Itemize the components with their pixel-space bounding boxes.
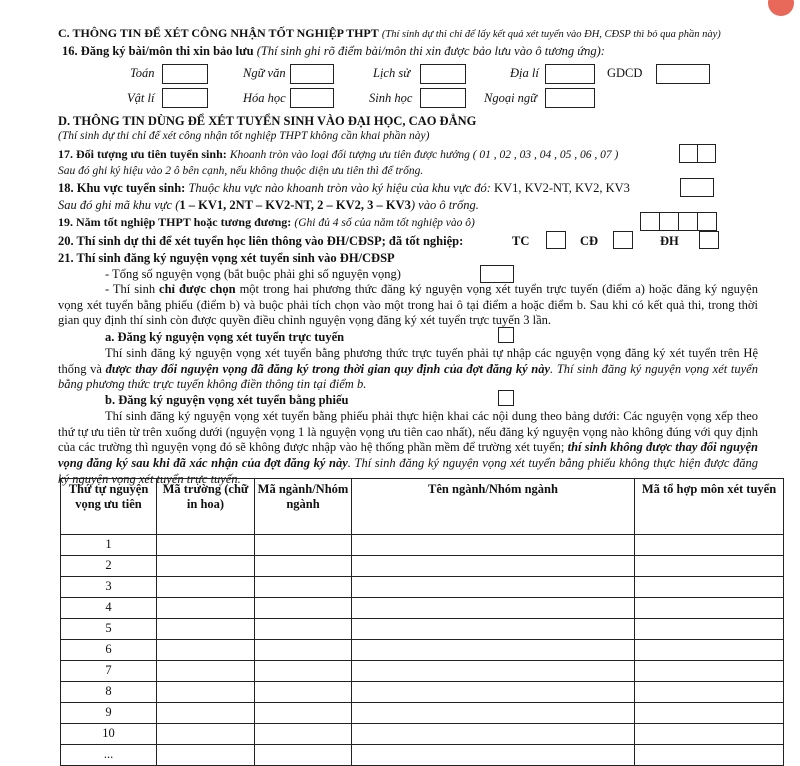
item17-note: Khoanh tròn vào loại đối tượng ưu tiên được hưởng ( 01 , 02 , 03 , 04 , 05 , 06 , 07 )	[229, 149, 619, 161]
table-row	[61, 640, 784, 661]
cell-subject-combo[interactable]	[635, 640, 784, 661]
item18-title: 18. Khu vực tuyển sinh:	[58, 181, 186, 195]
table-header-row	[61, 479, 784, 535]
paper-method-checkbox[interactable]	[498, 390, 514, 406]
item20-tc-label: TC	[512, 234, 530, 248]
dh-checkbox[interactable]	[699, 231, 719, 249]
row-number: 7	[61, 661, 157, 682]
row-number: 2	[61, 556, 157, 577]
header-major-name: Tên ngành/Nhóm ngành	[352, 479, 635, 535]
cell-major-code[interactable]	[255, 661, 352, 682]
subject-label-hoa-hoc: Hóa học	[243, 91, 286, 105]
row-number: 3	[61, 577, 157, 598]
region-code-box[interactable]	[680, 178, 714, 197]
cell-major-code[interactable]	[255, 619, 352, 640]
section-c-title: C. THÔNG TIN ĐỂ XÉT CÔNG NHẬN TỐT NGHIỆP THPT	[58, 26, 379, 40]
section-d-title: D. THÔNG TIN DÙNG ĐỂ XÉT TUYỂN SINH VÀO ĐẠI HỌC, CAO ĐẲNG	[58, 114, 477, 128]
year-box-1[interactable]	[640, 212, 660, 231]
cd-checkbox[interactable]	[613, 231, 633, 249]
header-subject-combo: Mã tổ hợp môn xét tuyển	[635, 479, 784, 535]
table-row	[61, 661, 784, 682]
item18-heading	[58, 181, 630, 197]
cell-school-code[interactable]	[157, 598, 255, 619]
cell-major-name[interactable]	[352, 682, 635, 703]
row-number: 10	[61, 724, 157, 745]
subject-box-ngu-van[interactable]	[290, 64, 334, 84]
table-row	[61, 745, 784, 766]
cell-subject-combo[interactable]	[635, 598, 784, 619]
option-a-p1: Thí sinh đăng ký nguyện vọng xét tuyển bằng phương thức trực tuyến phải tự nhập các nguyện vọng đăng ký xét tuyển trên Hệ thống và	[58, 346, 758, 376]
subject-box-toan[interactable]	[162, 64, 208, 84]
online-method-checkbox[interactable]	[498, 327, 514, 343]
cell-major-name[interactable]	[352, 661, 635, 682]
subject-box-sinh-hoc[interactable]	[420, 88, 466, 108]
year-box-2[interactable]	[659, 212, 679, 231]
row-number: ...	[61, 745, 157, 766]
subject-label-ngu-van: Ngữ văn	[243, 66, 286, 80]
item18-instruction-c: ) vào ô trống.	[410, 198, 479, 212]
cell-subject-combo[interactable]	[635, 556, 784, 577]
row-number: 4	[61, 598, 157, 619]
wishes-table	[60, 478, 784, 766]
item19-note: (Ghi đủ 4 số của năm tốt nghiệp vào ô)	[294, 217, 475, 229]
item21-p1-a: - Thí sinh	[105, 282, 160, 296]
section-c-note: (Thí sinh dự thi chỉ để lấy kết quả xét tuyển vào ĐH, CĐSP thì bỏ qua phần này)	[381, 29, 721, 40]
item17-instruction: Sau đó ghi ký hiệu vào 2 ô bên cạnh, nếu không thuộc diện ưu tiên thì để trống.	[58, 165, 424, 177]
cell-major-code[interactable]	[255, 724, 352, 745]
cell-major-name[interactable]	[352, 745, 635, 766]
option-a-p3: . Thí sinh đăng ký nguyện vọng xét tuyển bằng phương thức trực tuyến không điền thông tin tại điểm b.	[58, 361, 758, 392]
cell-subject-combo[interactable]	[635, 745, 784, 766]
cell-major-name[interactable]	[352, 619, 635, 640]
section-c-heading	[58, 26, 721, 42]
cell-school-code[interactable]	[157, 577, 255, 598]
option-b-title: b. Đăng ký nguyện vọng xét tuyển bằng phiếu	[105, 393, 349, 407]
table-row	[61, 724, 784, 745]
cell-major-name[interactable]	[352, 598, 635, 619]
item21-total-label: - Tổng số nguyện vọng (bắt buộc phải ghi số nguyện vọng)	[105, 267, 401, 281]
cell-major-code[interactable]	[255, 682, 352, 703]
cell-school-code[interactable]	[157, 661, 255, 682]
cell-subject-combo[interactable]	[635, 619, 784, 640]
cell-major-name[interactable]	[352, 640, 635, 661]
header-major-code: Mã ngành/Nhóm ngành	[255, 479, 352, 535]
cell-subject-combo[interactable]	[635, 724, 784, 745]
subject-label-gdcd: GDCD	[607, 66, 643, 80]
subject-box-gdcd[interactable]	[656, 64, 710, 84]
year-box-4[interactable]	[697, 212, 717, 231]
item20-dh-label: ĐH	[660, 234, 679, 248]
cell-subject-combo[interactable]	[635, 703, 784, 724]
table-row	[61, 598, 784, 619]
subject-label-vat-li: Vật lí	[127, 91, 155, 105]
subject-label-toan: Toán	[130, 66, 155, 80]
subject-label-sinh-hoc: Sinh học	[369, 91, 413, 105]
cell-subject-combo[interactable]	[635, 661, 784, 682]
cell-school-code[interactable]	[157, 682, 255, 703]
cell-major-name[interactable]	[352, 556, 635, 577]
subject-label-ngoai-ngu: Ngoại ngữ	[484, 91, 538, 105]
priority-box-2[interactable]	[697, 144, 716, 163]
row-number: 9	[61, 703, 157, 724]
option-b-p2: thí sinh không được thay đổi nguyện vọng đăng ký sau khi đã xác nhận của đợt đăng ký này	[58, 440, 758, 470]
item21-title: 21. Thí sinh đăng ký nguyện vọng xét tuyển sinh vào ĐH/CĐSP	[58, 251, 395, 265]
item16-heading	[62, 44, 605, 60]
cell-school-code[interactable]	[157, 556, 255, 577]
row-number: 1	[61, 535, 157, 556]
subject-box-vat-li[interactable]	[162, 88, 208, 108]
cell-major-name[interactable]	[352, 535, 635, 556]
cell-major-code[interactable]	[255, 640, 352, 661]
item16-note: (Thí sinh ghi rõ điểm bài/môn thi xin được bảo lưu vào ô tương ứng):	[256, 44, 605, 58]
item21-p1-b: chỉ được chọn	[159, 282, 236, 296]
cell-subject-combo[interactable]	[635, 682, 784, 703]
table-row	[61, 619, 784, 640]
subject-box-dia-li[interactable]	[545, 64, 595, 84]
cell-major-name[interactable]	[352, 577, 635, 598]
option-b-p3: . Thí sinh đăng ký nguyện vọng xét tuyển bằng phiếu không thực hiện được đăng ký nguyện vọng xét tuyển trực tuyến.	[58, 455, 759, 486]
item18-instruction	[58, 198, 479, 214]
row-number: 6	[61, 640, 157, 661]
cell-major-code[interactable]	[255, 535, 352, 556]
item19-title: 19. Năm tốt nghiệp THPT hoặc tương đương:	[58, 215, 292, 229]
cell-school-code[interactable]	[157, 535, 255, 556]
item17-heading	[58, 147, 618, 163]
cell-major-name[interactable]	[352, 703, 635, 724]
cell-school-code[interactable]	[157, 724, 255, 745]
item16-title: 16. Đăng ký bài/môn thi xin bảo lưu	[62, 44, 254, 58]
subject-box-ngoai-ngu[interactable]	[545, 88, 595, 108]
cell-major-code[interactable]	[255, 703, 352, 724]
cell-school-code[interactable]	[157, 640, 255, 661]
cell-major-code[interactable]	[255, 577, 352, 598]
cell-subject-combo[interactable]	[635, 577, 784, 598]
item17-title: 17. Đối tượng ưu tiên tuyển sinh:	[58, 147, 227, 161]
cell-school-code[interactable]	[157, 703, 255, 724]
option-b-paragraph	[58, 409, 758, 487]
item21-p1-c: một trong hai phương thức đăng ký nguyện vọng xét tuyển trực tuyến (điểm a) hoặc đăng ký nguyện vọng xét tuyển bằng phiếu (điểm b) và buộc phải tích chọn vào một trong hai ô tại điểm a hoặc điểm b. Sau khi có kết quả thi, trong thời gian quy định thí sinh còn được quyền điều chỉnh nguyện vọng đăng ký xét tuyển trực tuyến 3 lần.	[58, 282, 758, 328]
option-a-title: a. Đăng ký nguyện vọng xét tuyển trực tuyến	[105, 330, 345, 344]
option-a-paragraph	[58, 346, 758, 393]
floating-action-button[interactable]	[768, 0, 794, 16]
item18-note: Thuộc khu vực nào khoanh tròn vào ký hiệu của khu vực đó:	[188, 181, 491, 195]
cell-major-code[interactable]	[255, 556, 352, 577]
item18-options: KV1, KV2-NT, KV2, KV3	[494, 181, 630, 195]
subject-label-lich-su: Lịch sử	[373, 66, 411, 80]
cell-school-code[interactable]	[157, 745, 255, 766]
table-row	[61, 535, 784, 556]
table-row	[61, 703, 784, 724]
year-box-3[interactable]	[678, 212, 698, 231]
row-number: 8	[61, 682, 157, 703]
cell-major-name[interactable]	[352, 724, 635, 745]
item20-cd-label: CĐ	[580, 234, 599, 248]
option-a-p2: được thay đổi nguyện vọng đã đăng ký trong thời gian quy định của đợt đăng ký này	[105, 361, 551, 376]
subject-box-hoa-hoc[interactable]	[290, 88, 334, 108]
item21-method-paragraph	[58, 282, 758, 329]
item19-heading	[58, 215, 475, 231]
priority-box-1[interactable]	[679, 144, 698, 163]
option-b-p1: Thí sinh đăng ký nguyện vọng xét tuyển bằng phiếu phải thực hiện khai các nội dung theo bảng dưới: Các nguyện vọng xếp theo thứ tự ưu tiên từ trên xuống dưới (nguyện vọng 1 là nguyện vọng ưu tiên cao nhất), nếu đăng ký nguyện vọng nào không đúng với quy định của các trường thì nguyện vọng đó sẽ không được nhập vào hệ thống phần mềm để trường xét tuyển;	[58, 409, 758, 455]
item18-codes: 1 – KV1, 2NT – KV2-NT, 2 – KV2, 3 – KV3	[179, 198, 411, 212]
subject-label-dia-li: Địa lí	[510, 66, 539, 80]
section-d-note: (Thí sinh dự thi chỉ để xét công nhận tốt nghiệp THPT không cần khai phần này)	[58, 130, 430, 142]
item20-title: 20. Thí sinh dự thi để xét tuyển học liên thông vào ĐH/CĐSP; đã tốt nghiệp:	[58, 234, 464, 248]
table-row	[61, 556, 784, 577]
tc-checkbox[interactable]	[546, 231, 566, 249]
header-priority: Thứ tự nguyện vọng ưu tiên	[61, 479, 157, 535]
table-row	[61, 577, 784, 598]
cell-major-code[interactable]	[255, 598, 352, 619]
cell-subject-combo[interactable]	[635, 535, 784, 556]
cell-school-code[interactable]	[157, 619, 255, 640]
subject-box-lich-su[interactable]	[420, 64, 466, 84]
row-number: 5	[61, 619, 157, 640]
header-school-code: Mã trường (chữ in hoa)	[157, 479, 255, 535]
cell-major-code[interactable]	[255, 745, 352, 766]
item18-instruction-a: Sau đó ghi mã khu vực (	[58, 198, 180, 212]
table-row	[61, 682, 784, 703]
total-wishes-box[interactable]	[480, 265, 514, 283]
